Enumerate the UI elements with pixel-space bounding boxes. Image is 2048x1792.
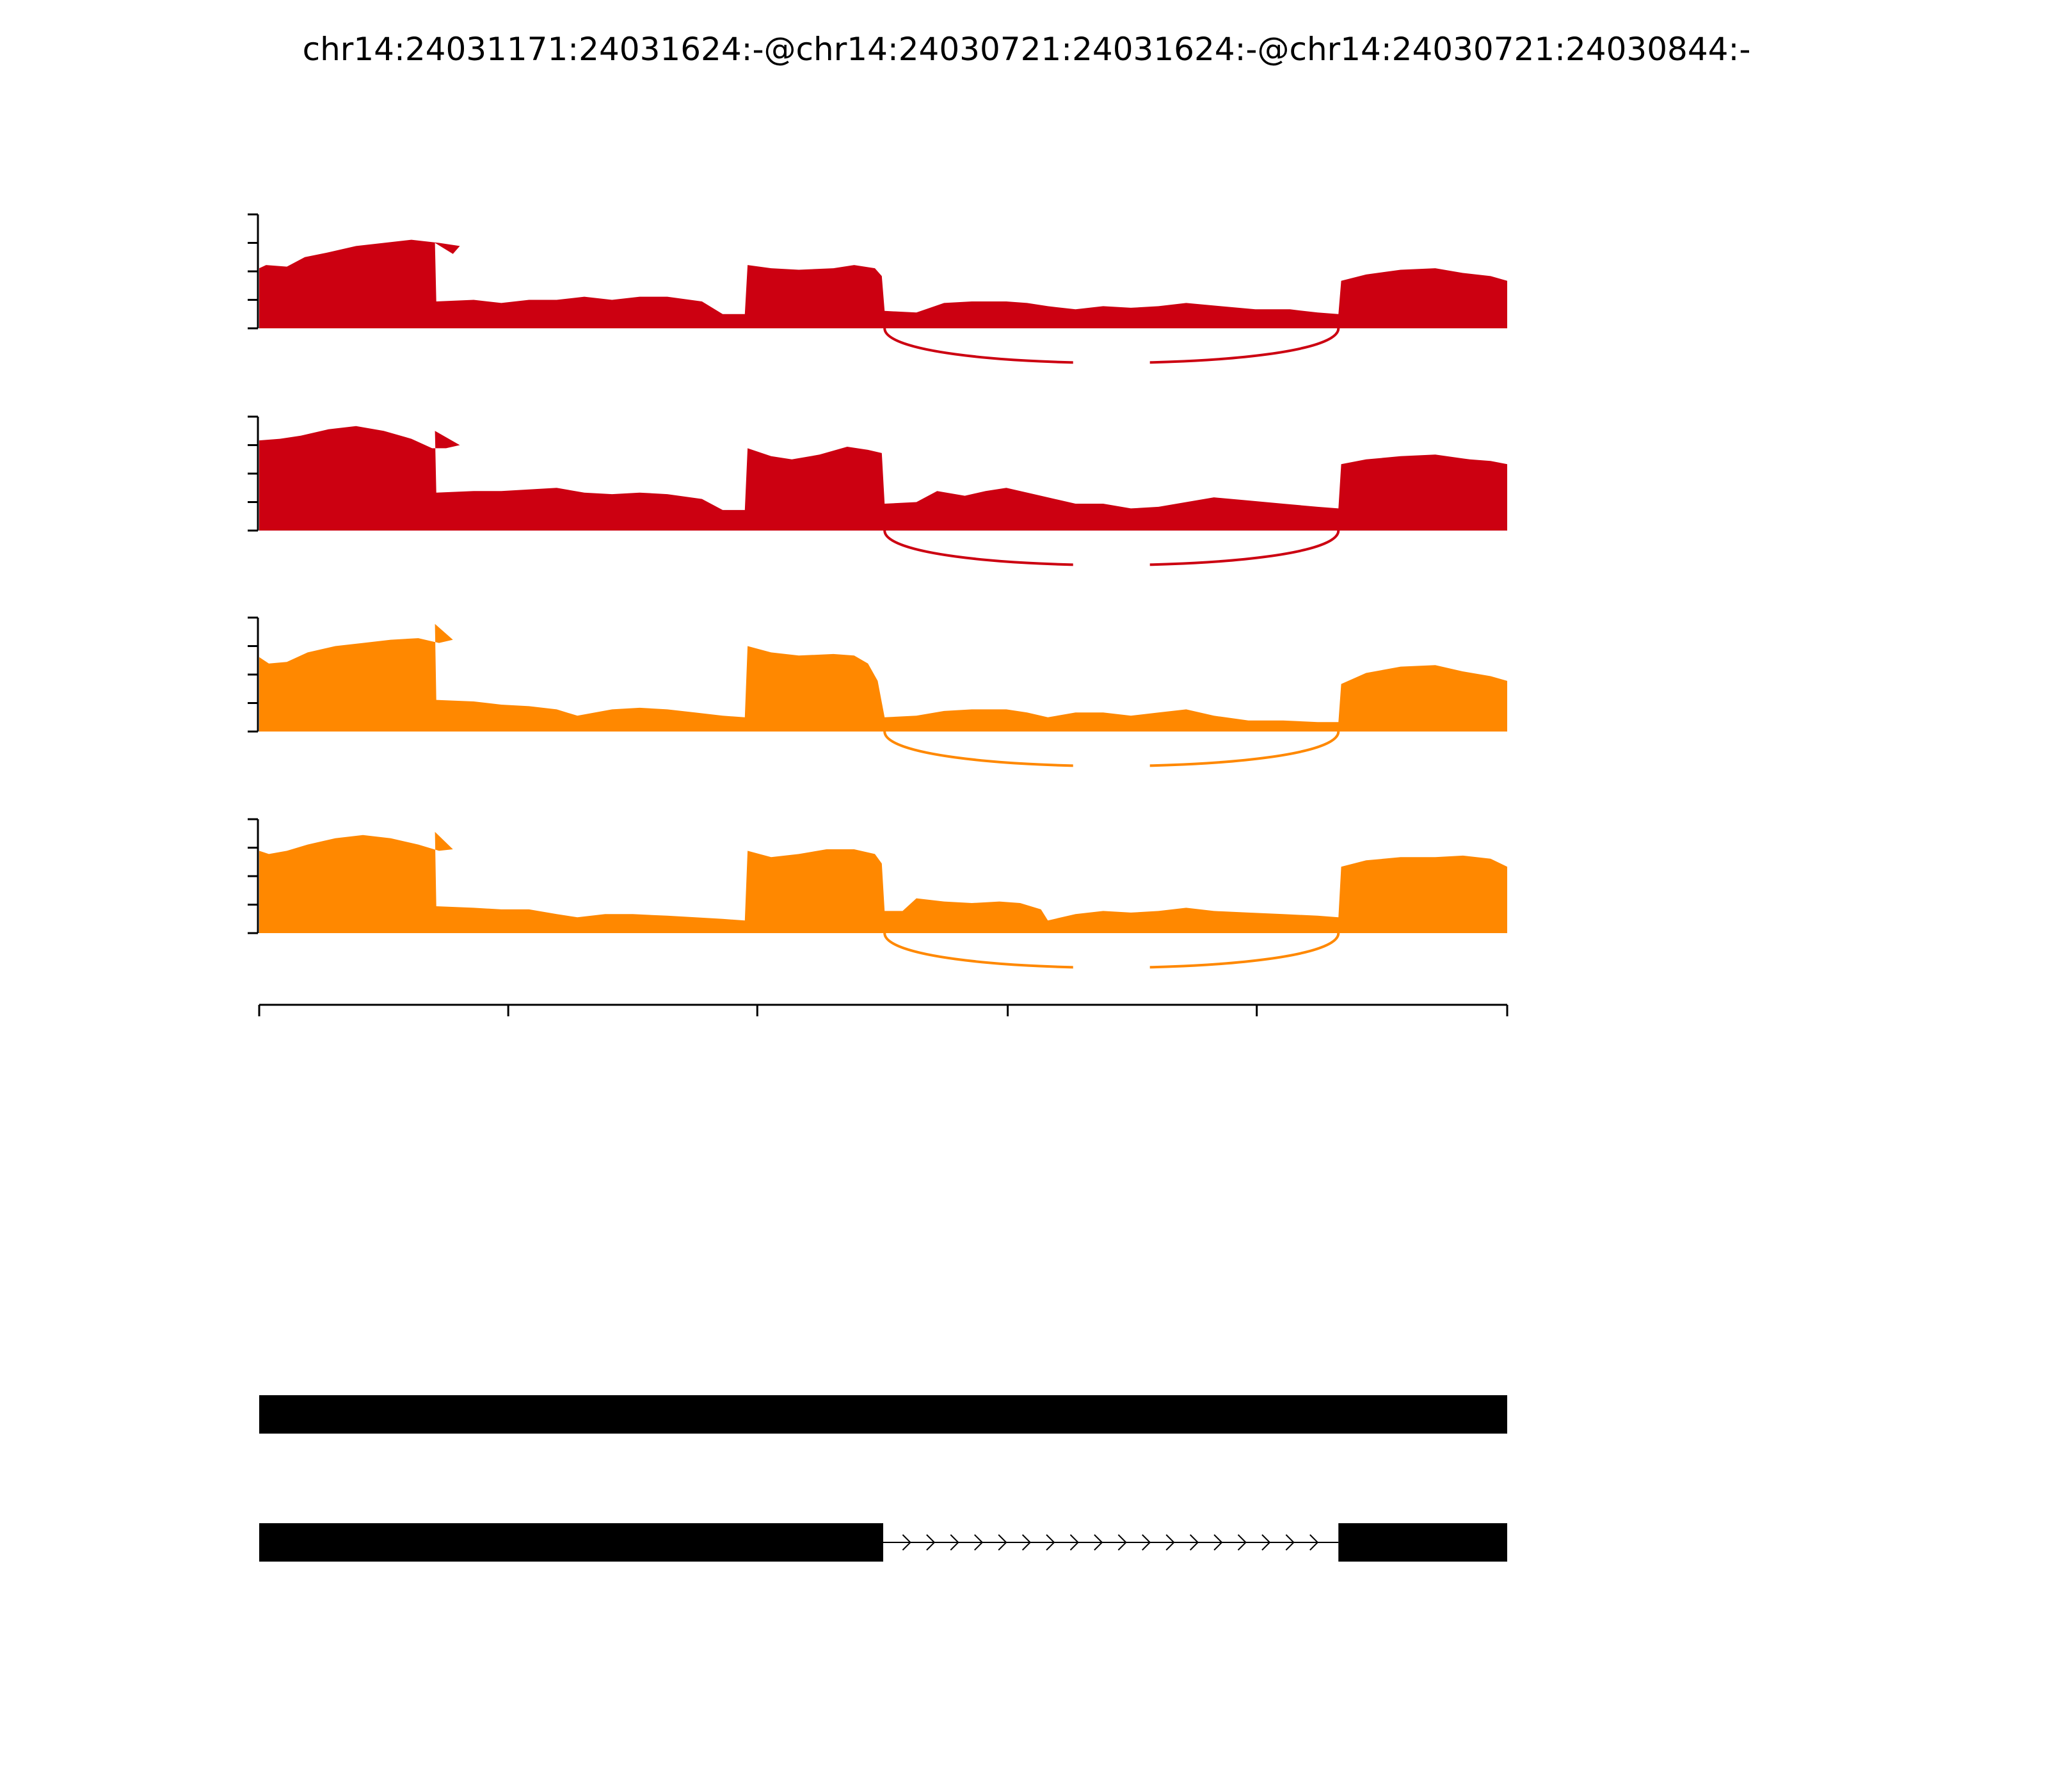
junction-label-bg: [1073, 954, 1150, 982]
transcript-1: [259, 1395, 1507, 1434]
transcript-models: [259, 1395, 1507, 1562]
track-4: [248, 819, 1507, 982]
x-axis: [259, 1005, 1507, 1016]
track-1: [248, 214, 1507, 377]
exon-block: [1338, 1523, 1507, 1562]
junction-label-bg: [1073, 551, 1150, 579]
coverage-tracks: [248, 214, 1507, 982]
exon-block: [259, 1395, 1507, 1434]
junction-label-bg: [1073, 752, 1150, 780]
coverage-area-2: [259, 426, 1507, 531]
coverage-area-4: [259, 832, 1507, 933]
junction-label-bg: [1073, 349, 1150, 377]
coverage-area-3: [259, 624, 1507, 732]
chart-title: chr14:24031171:24031624:-@chr14:24030721:24031624:-@chr14:24030721:24030844:-: [302, 31, 1751, 68]
track-3: [248, 618, 1507, 780]
exon-block: [259, 1523, 883, 1562]
coverage-area-1: [259, 240, 1507, 328]
track-2: [248, 417, 1507, 579]
transcript-2: [259, 1523, 1507, 1562]
